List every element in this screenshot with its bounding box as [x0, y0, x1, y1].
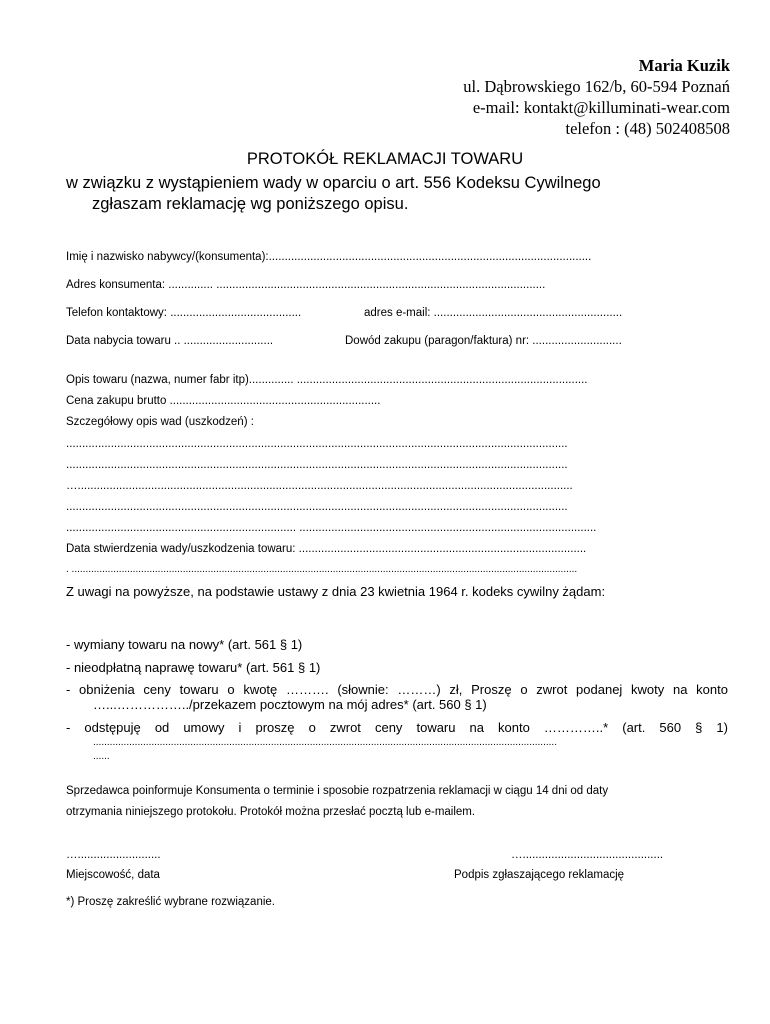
place-date-label: Miejscowość, data [66, 869, 160, 881]
field-purchase-date[interactable]: Data nabycia towaru .. ............................ [66, 335, 274, 347]
subtitle-line-1: w związku z wystąpieniem wady w oparciu o art. 556 Kodeksu Cywilnego [66, 174, 601, 192]
place-date-dots[interactable]: ….......................... [66, 849, 161, 861]
option-price-reduction-line-1: - obniżenia ceny towaru o kwotę ………. (słownie: ………) zł, Proszę o zwrot podanej kwoty na konto [66, 682, 728, 697]
sender-address: ul. Dąbrowskiego 162/b, 60-594 Poznań [463, 77, 730, 96]
document-title: PROTOKÓŁ REKLAMACJI TOWARU [246, 150, 524, 168]
defect-line-1[interactable]: ............................................................................................................................................................. [66, 438, 568, 450]
demand-intro: Z uwagi na powyższe, na podstawie ustawy z dnia 23 kwietnia 1964 r. kodeks cywilny żądam: [66, 584, 606, 599]
field-email[interactable]: adres e-mail: ........................................................... [364, 307, 623, 319]
option-withdrawal-line-1: - odstępuję od umowy i proszę o zwrot ceny towaru na konto …………..* (art. 560 § 1) [66, 720, 728, 735]
defect-line-5[interactable]: ........................................................................ ............................................................................................. [66, 522, 597, 534]
option-replacement: - wymiany towaru na nowy* (art. 561 § 1) [66, 637, 303, 652]
field-defect-date[interactable]: Data stwierdzenia wady/uszkodzenia towaru: .......................................................................................... [66, 543, 587, 555]
option-price-reduction-line-2: …...……………../przekazem pocztowym na mój adres* (art. 560 § 1) [93, 697, 487, 712]
subtitle-line-2: zgłaszam reklamację wg poniższego opisu. [92, 195, 409, 213]
defect-line-4[interactable]: ............................................................................................................................................................. [66, 501, 568, 513]
sender-phone: telefon : (48) 502408508 [565, 119, 730, 138]
footnote: *) Proszę zakreślić wybrane rozwiązanie. [66, 896, 275, 908]
defect-line-3[interactable]: …........................................................................................................................................................... [66, 480, 573, 492]
signature-label: Podpis zgłaszającego reklamację [454, 869, 625, 881]
field-buyer-address[interactable]: Adres konsumenta: .............. ....................................................................................................... [66, 279, 546, 291]
field-proof-of-purchase[interactable]: Dowód zakupu (paragon/faktura) nr: ............................ [345, 335, 622, 347]
sender-name: Maria Kuzik [638, 56, 730, 75]
document-subtitle [66, 173, 601, 215]
field-gross-price[interactable]: Cena zakupu brutto .................................................................. [66, 395, 381, 407]
info-line-2: otrzymania niniejszego protokołu. Protokół można przesłać pocztą lub e-mailem. [66, 806, 476, 818]
field-product-description[interactable]: Opis towaru (nazwa, numer fabr itp).............. ........................................................................................... [66, 374, 588, 386]
signature-dots[interactable]: …............................................ [511, 849, 664, 861]
field-phone[interactable]: Telefon kontaktowy: ......................................... [66, 307, 302, 319]
option-withdrawal-line-3[interactable]: ...... [93, 751, 110, 762]
field-buyer-name[interactable]: Imię i nazwisko nabywcy/(konsumenta):..................................................................................................... [66, 251, 592, 263]
sender-block [463, 55, 730, 139]
option-withdrawal-line-2[interactable]: ....................................................................................................................................................................... [93, 737, 557, 748]
info-line-1: Sprzedawca poinformuje Konsumenta o terminie i sposobie rozpatrzenia reklamacji w ciągu 14 dni od daty [66, 785, 609, 797]
extra-dotted-line[interactable]: . ...................................................................................................................................................................................... [66, 564, 578, 575]
defect-line-2[interactable]: ............................................................................................................................................................. [66, 459, 568, 471]
option-repair: - nieodpłatną naprawę towaru* (art. 561 § 1) [66, 660, 321, 675]
defect-description-label: Szczegółowy opis wad (uszkodzeń) : [66, 416, 254, 428]
sender-email: e-mail: kontakt@killuminati-wear.com [472, 98, 730, 117]
